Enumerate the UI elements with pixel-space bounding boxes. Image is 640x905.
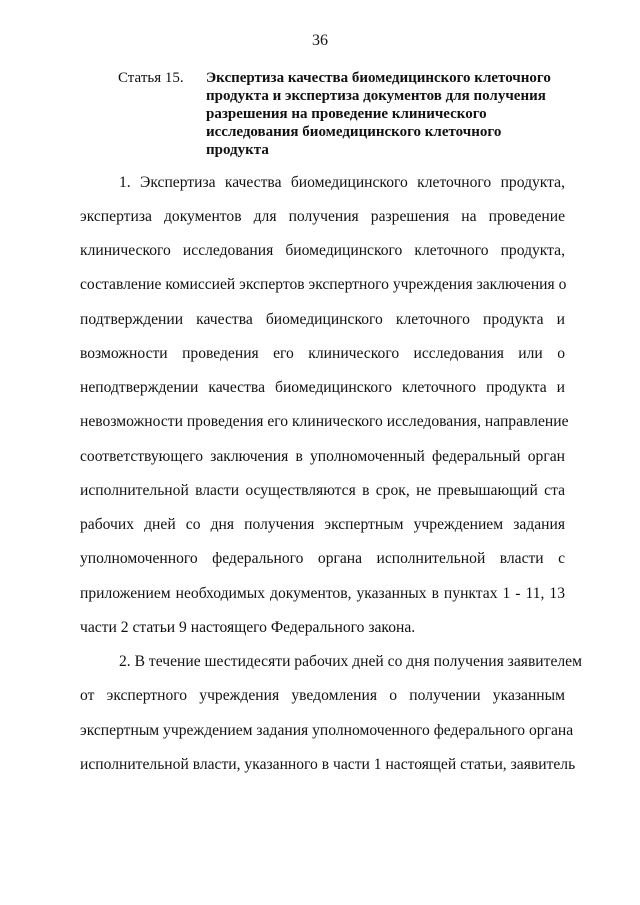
text-line: экспертным учреждением задания уполномоченного федерального органа bbox=[80, 722, 574, 739]
text-line: неподтверждении качества биомедицинского клеточного продукта и bbox=[80, 379, 565, 396]
text-line: подтверждении качества биомедицинского клеточного продукта и bbox=[80, 311, 565, 328]
article-title-line: Экспертиза качества биомедицинского клеточного bbox=[206, 70, 551, 86]
page-number: 36 bbox=[312, 32, 328, 49]
text-line: уполномоченного федерального органа исполнительной власти с bbox=[80, 550, 565, 567]
text-line: составление комиссией экспертов экспертного учреждения заключения о bbox=[80, 276, 567, 293]
article-title bbox=[206, 69, 576, 159]
article-label: Статья 15. bbox=[118, 70, 184, 86]
article-title-line: исследования биомедицинского клеточного bbox=[206, 124, 502, 140]
text-line: клинического исследования биомедицинского клеточного продукта, bbox=[80, 242, 565, 259]
article-title-line: продукта и экспертиза документов для получения bbox=[206, 88, 546, 104]
text-line: рабочих дней со дня получения экспертным учреждением задания bbox=[80, 516, 565, 533]
text-line: невозможности проведения его клинического исследования, направление bbox=[80, 413, 569, 430]
text-line: приложением необходимых документов, указанных в пунктах 1 - 11, 13 bbox=[80, 585, 565, 602]
text-line: соответствующего заключения в уполномоченный федеральный орган bbox=[80, 448, 565, 465]
article-title-line: разрешения на проведение клинического bbox=[206, 106, 487, 122]
text-line: 2. В течение шестидесяти рабочих дней со дня получения заявителем bbox=[119, 653, 582, 670]
text-line: от экспертного учреждения уведомления о получении указанным bbox=[80, 687, 565, 704]
text-line: части 2 статьи 9 настоящего Федерального закона. bbox=[80, 619, 416, 636]
text-line: экспертиза документов для получения разрешения на проведение bbox=[80, 208, 565, 225]
text-line: 1. Экспертиза качества биомедицинского клеточного продукта, bbox=[119, 174, 565, 191]
text-line: исполнительной власти, указанного в части 1 настоящей статьи, заявитель bbox=[80, 756, 576, 773]
article-title-line: продукта bbox=[206, 142, 269, 158]
text-line: возможности проведения его клинического исследования или о bbox=[80, 345, 565, 362]
text-line: исполнительной власти осуществляются в срок, не превышающий ста bbox=[80, 482, 565, 499]
